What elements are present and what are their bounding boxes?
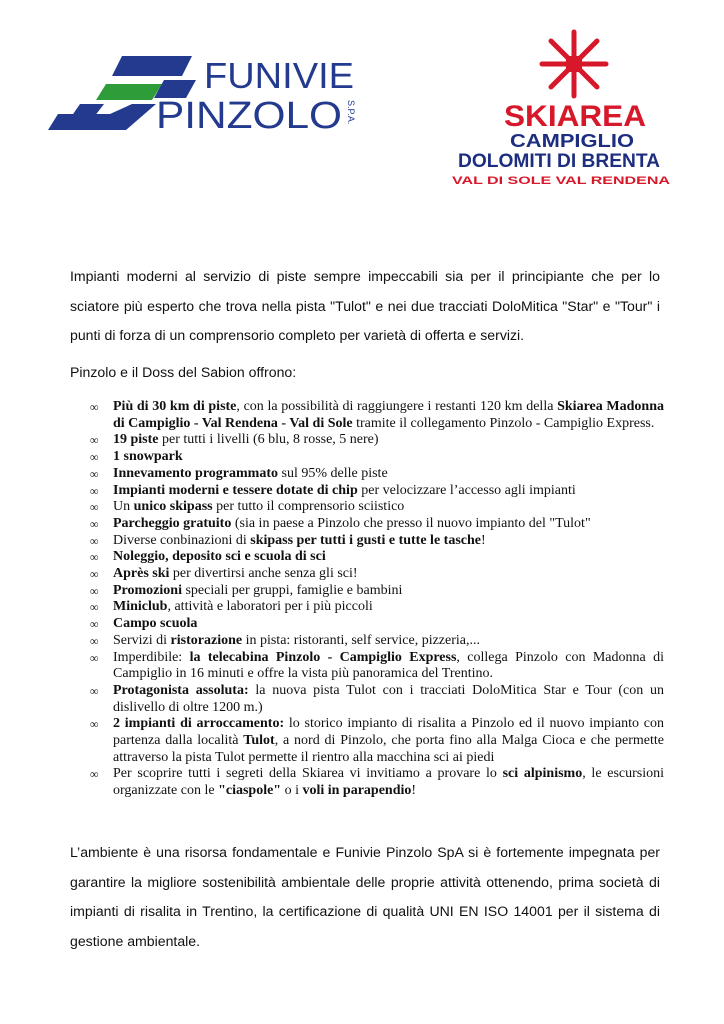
- pinzolo-text: PINZOLO: [156, 95, 342, 137]
- bold-text: "ciaspole": [218, 783, 282, 799]
- bold-text: ristorazione: [170, 632, 243, 648]
- bold-text: Campo scuola: [113, 616, 198, 632]
- list-item: ∞ Après ski per divertirsi anche senza gli sci!: [90, 566, 358, 582]
- bold-text: Protagonista assoluta:: [113, 682, 249, 698]
- list-item: [90, 449, 664, 466]
- bullet-infinity-icon: ∞: [90, 767, 99, 782]
- bold-text: Noleggio, deposito sci e scuola di sci: [113, 549, 326, 565]
- bold-text: 1 snowpark: [113, 449, 183, 465]
- bold-text: Skiarea Madonna di Campiglio - Val Rendena - Val di Sole: [113, 399, 664, 431]
- bold-text: Tulot: [243, 733, 275, 749]
- list-item: ∞ Protagonista assoluta: la nuova pista Tulot con i tracciati DoloMitica Star e Tour (con un dislivello di oltre 1200 m.): [90, 682, 664, 715]
- list-item: ∞ Servizi di ristorazione in pista: ristoranti, self service, pizzeria,...: [90, 632, 480, 648]
- campiglio-text: CAMPIGLIO: [510, 131, 634, 151]
- bold-text: sci alpinismo: [502, 766, 583, 782]
- dolomiti-text: DOLOMITI DI BRENTA: [458, 151, 661, 172]
- lead-paragraph: Pinzolo e il Doss del Sabion offrono:: [70, 364, 297, 380]
- bold-text: 2 impianti di arroccamento:: [113, 716, 285, 732]
- list-item: [90, 549, 664, 566]
- bullet-infinity-icon: ∞: [90, 500, 99, 515]
- list-item: ∞ Promozioni speciali per gruppi, famiglie e bambini: [90, 582, 403, 598]
- list-item: ∞ 2 impianti di arroccamento: lo storico impianto di risalita a Pinzolo ed il nuovo impianto con partenza dalla località Tulot, a nord di Pinzolo, che porta fino alla Malga Cioca e che permette attraverso la pista Tulot permette il rientro alla macchina sci ai piedi: [90, 716, 664, 765]
- valdisole-text: VAL DI SOLE VAL RENDENA: [452, 175, 671, 187]
- bold-text: Più di 30 km di piste: [113, 399, 237, 414]
- list-item: ∞ Per scoprire tutti i segreti della Skiarea vi invitiamo a provare lo sci alpinismo, le escursioni organizzate con le "ciaspole" o i voli in parapendio!: [90, 766, 665, 799]
- bullet-infinity-icon: ∞: [90, 633, 99, 648]
- list-item: ∞ Parcheggio gratuito (sia in paese a Pinzolo che presso il nuovo impianto del "Tulot": [90, 515, 591, 531]
- list-item: ∞ 19 piste per tutti i livelli (6 blu, 8 rosse, 5 nere): [90, 432, 379, 448]
- bullet-infinity-icon: ∞: [90, 400, 99, 414]
- bold-text: voli in parapendio: [302, 783, 412, 799]
- list-item: ∞ Miniclub, attività e laboratori per i più piccoli: [90, 599, 373, 615]
- snowflake-icon: [542, 32, 606, 96]
- bullet-infinity-icon: ∞: [90, 483, 99, 498]
- bold-text: unico skipass: [133, 499, 213, 515]
- bullet-infinity-icon: ∞: [90, 617, 99, 632]
- bullet-infinity-icon: ∞: [90, 450, 99, 465]
- list-item: ∞ Diverse conbinazioni di skipass per tutti i gusti e tutte le tasche!: [90, 532, 486, 548]
- bold-text: Après ski: [113, 566, 170, 582]
- bullet-infinity-icon: ∞: [90, 533, 99, 548]
- bold-text: skipass per tutti i gusti e tutte le tasche: [250, 532, 481, 548]
- skiarea-campiglio-logo: [452, 24, 684, 194]
- list-item: [90, 616, 664, 633]
- bullet-infinity-icon: ∞: [90, 683, 99, 698]
- list-item: ∞ Un unico skipass per tutto il comprensorio sciistico: [90, 499, 405, 515]
- features-list: [90, 399, 664, 800]
- bullet-infinity-icon: ∞: [90, 567, 99, 582]
- bullet-infinity-icon: ∞: [90, 717, 99, 732]
- funivie-text: FUNIVIE: [204, 55, 354, 96]
- intro-paragraph: Impianti moderni al servizio di piste sempre impeccabili sia per il principiante che per lo sciatore più esperto che trova nella pista "Tulot" e nei due tracciati DoloMitica "Star" e "Tour" i punti di forza di un comprensorio completo per varietà di offerta e servizi.: [70, 268, 660, 343]
- bold-text: Miniclub: [113, 599, 168, 615]
- bullet-infinity-icon: ∞: [90, 550, 99, 565]
- bold-text: Promozioni: [113, 582, 182, 598]
- spa-text: S.P.A.: [346, 100, 356, 125]
- bullet-infinity-icon: ∞: [90, 583, 99, 598]
- bold-text: 19 piste: [113, 432, 159, 448]
- bullet-infinity-icon: ∞: [90, 433, 99, 448]
- closing-paragraph: L’ambiente è una risorsa fondamentale e Funivie Pinzolo SpA si è fortemente impegnata per garantire la migliore sostenibilità ambientale delle proprie attività ottenendo, prima società di impianti di risalita in Trentino, la certificazione di qualità UNI EN ISO 14001 per il sistema di gestione ambientale.: [70, 844, 660, 949]
- bullet-infinity-icon: ∞: [90, 466, 99, 481]
- list-item: ∞ Innevamento programmato sul 95% delle piste: [90, 465, 388, 481]
- list-item: ∞ Imperdibile: la telecabina Pinzolo - Campiglio Express, collega Pinzolo con Madonna di Campiglio in 16 minuti e offre la vista più panoramica del Trentino.: [90, 649, 664, 682]
- bullet-infinity-icon: ∞: [90, 516, 99, 531]
- bold-text: Impianti moderni e tessere dotate di chip: [113, 482, 358, 498]
- list-item: ∞ Più di 30 km di piste, con la possibilità di raggiungere i restanti 120 km della Skiarea Madonna di Campiglio - Val Rendena - Val di Sole tramite il collegamento Pinzolo - Campiglio Express.: [90, 399, 664, 431]
- bullet-infinity-icon: ∞: [90, 650, 99, 665]
- skiarea-text: SKIAREA: [504, 100, 646, 133]
- bullet-infinity-icon: ∞: [90, 600, 99, 615]
- list-item: ∞ Impianti moderni e tessere dotate di chip per velocizzare l’accesso agli impianti: [90, 482, 576, 498]
- bold-text: Parcheggio gratuito: [113, 515, 232, 531]
- bold-text: la telecabina Pinzolo - Campiglio Express: [189, 649, 457, 665]
- bold-text: Innevamento programmato: [113, 465, 279, 481]
- funivie-pinzolo-logo: [44, 48, 364, 138]
